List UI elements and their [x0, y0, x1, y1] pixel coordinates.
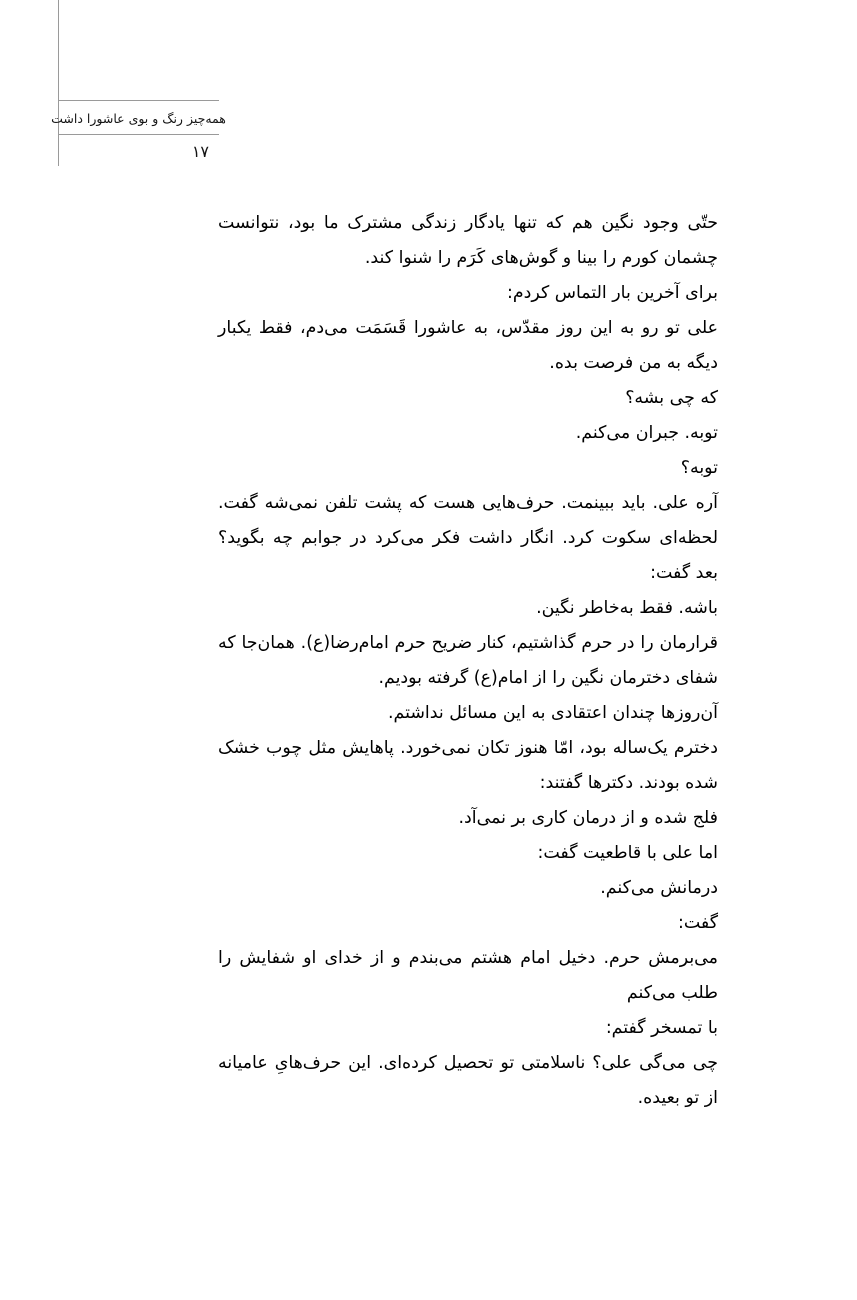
text-line: برای آخرین بار التماس کردم:: [507, 283, 718, 303]
text-line: گفت:: [677, 913, 718, 933]
text-line: توبه؟: [680, 458, 718, 478]
body-text: [218, 206, 718, 1116]
text-paragraph: علی تو رو به این روز مقدّس، به عاشورا قَسَمَت می‌دم، فقط یکبار دیگه به من فرصت بده.: [218, 318, 718, 373]
text-line: اما علی با قاطعیت گفت:: [537, 843, 718, 863]
text-line: توبه. جبران می‌کنم.: [575, 423, 718, 443]
text-paragraph: دخترم یک‌ساله بود، امّا هنوز تکان نمی‌خورد. پاهایش مثل چوب خشک شده بودند. دکترها گفتند:: [218, 738, 718, 793]
text-line: که چی بشه؟: [625, 388, 718, 408]
text-paragraph: حتّی وجود نگین هم که تنها یادگار زندگی مشترک ما بود، نتوانست چشمان کورم را بینا و گوش‌های کَرَم را شنوا کند.: [218, 213, 718, 268]
text-line: بعد گفت:: [650, 563, 718, 583]
text-paragraph: قرارمان را در حرم گذاشتیم، کنار ضریح حرم امام‌رضا(ع). همان‌جا که شفای دخترمان نگین را از امام(ع) گرفته بودیم.: [218, 633, 718, 688]
text-paragraph: چی می‌گی علی؟ ناسلامتی تو تحصیل کرده‌ای. این حرف‌هایِ عامیانه از تو بعیده.: [218, 1053, 718, 1108]
running-head: همه‌چیز رنگ و بوی عاشورا داشت: [51, 110, 226, 126]
text-line: باشه. فقط به‌خاطر نگین.: [536, 598, 718, 618]
header-bottom-rule: [58, 134, 219, 135]
text-line: درمانش می‌کنم.: [600, 878, 718, 898]
text-line: فلج شده و از درمان کاری بر نمی‌آد.: [458, 808, 718, 828]
text-line: لحظه‌ای سکوت کرد. انگار داشت فکر می‌کرد در جوابم چه بگوید؟: [218, 528, 718, 548]
header-top-rule: [58, 100, 219, 101]
text-line: آره علی. باید ببینمت. حرف‌هایی هست که پشت تلفن نمی‌شه گفت.: [218, 493, 718, 513]
text-paragraph: می‌برمش حرم. دخیل امام هشتم می‌بندم و از خدای او شفایش را طلب می‌کنم: [218, 948, 718, 1003]
text-line: با تمسخر گفتم:: [605, 1018, 718, 1038]
text-line: آن‌روزها چندان اعتقادی به این مسائل نداشتم.: [387, 703, 718, 723]
page-number: ۱۷: [191, 141, 209, 161]
